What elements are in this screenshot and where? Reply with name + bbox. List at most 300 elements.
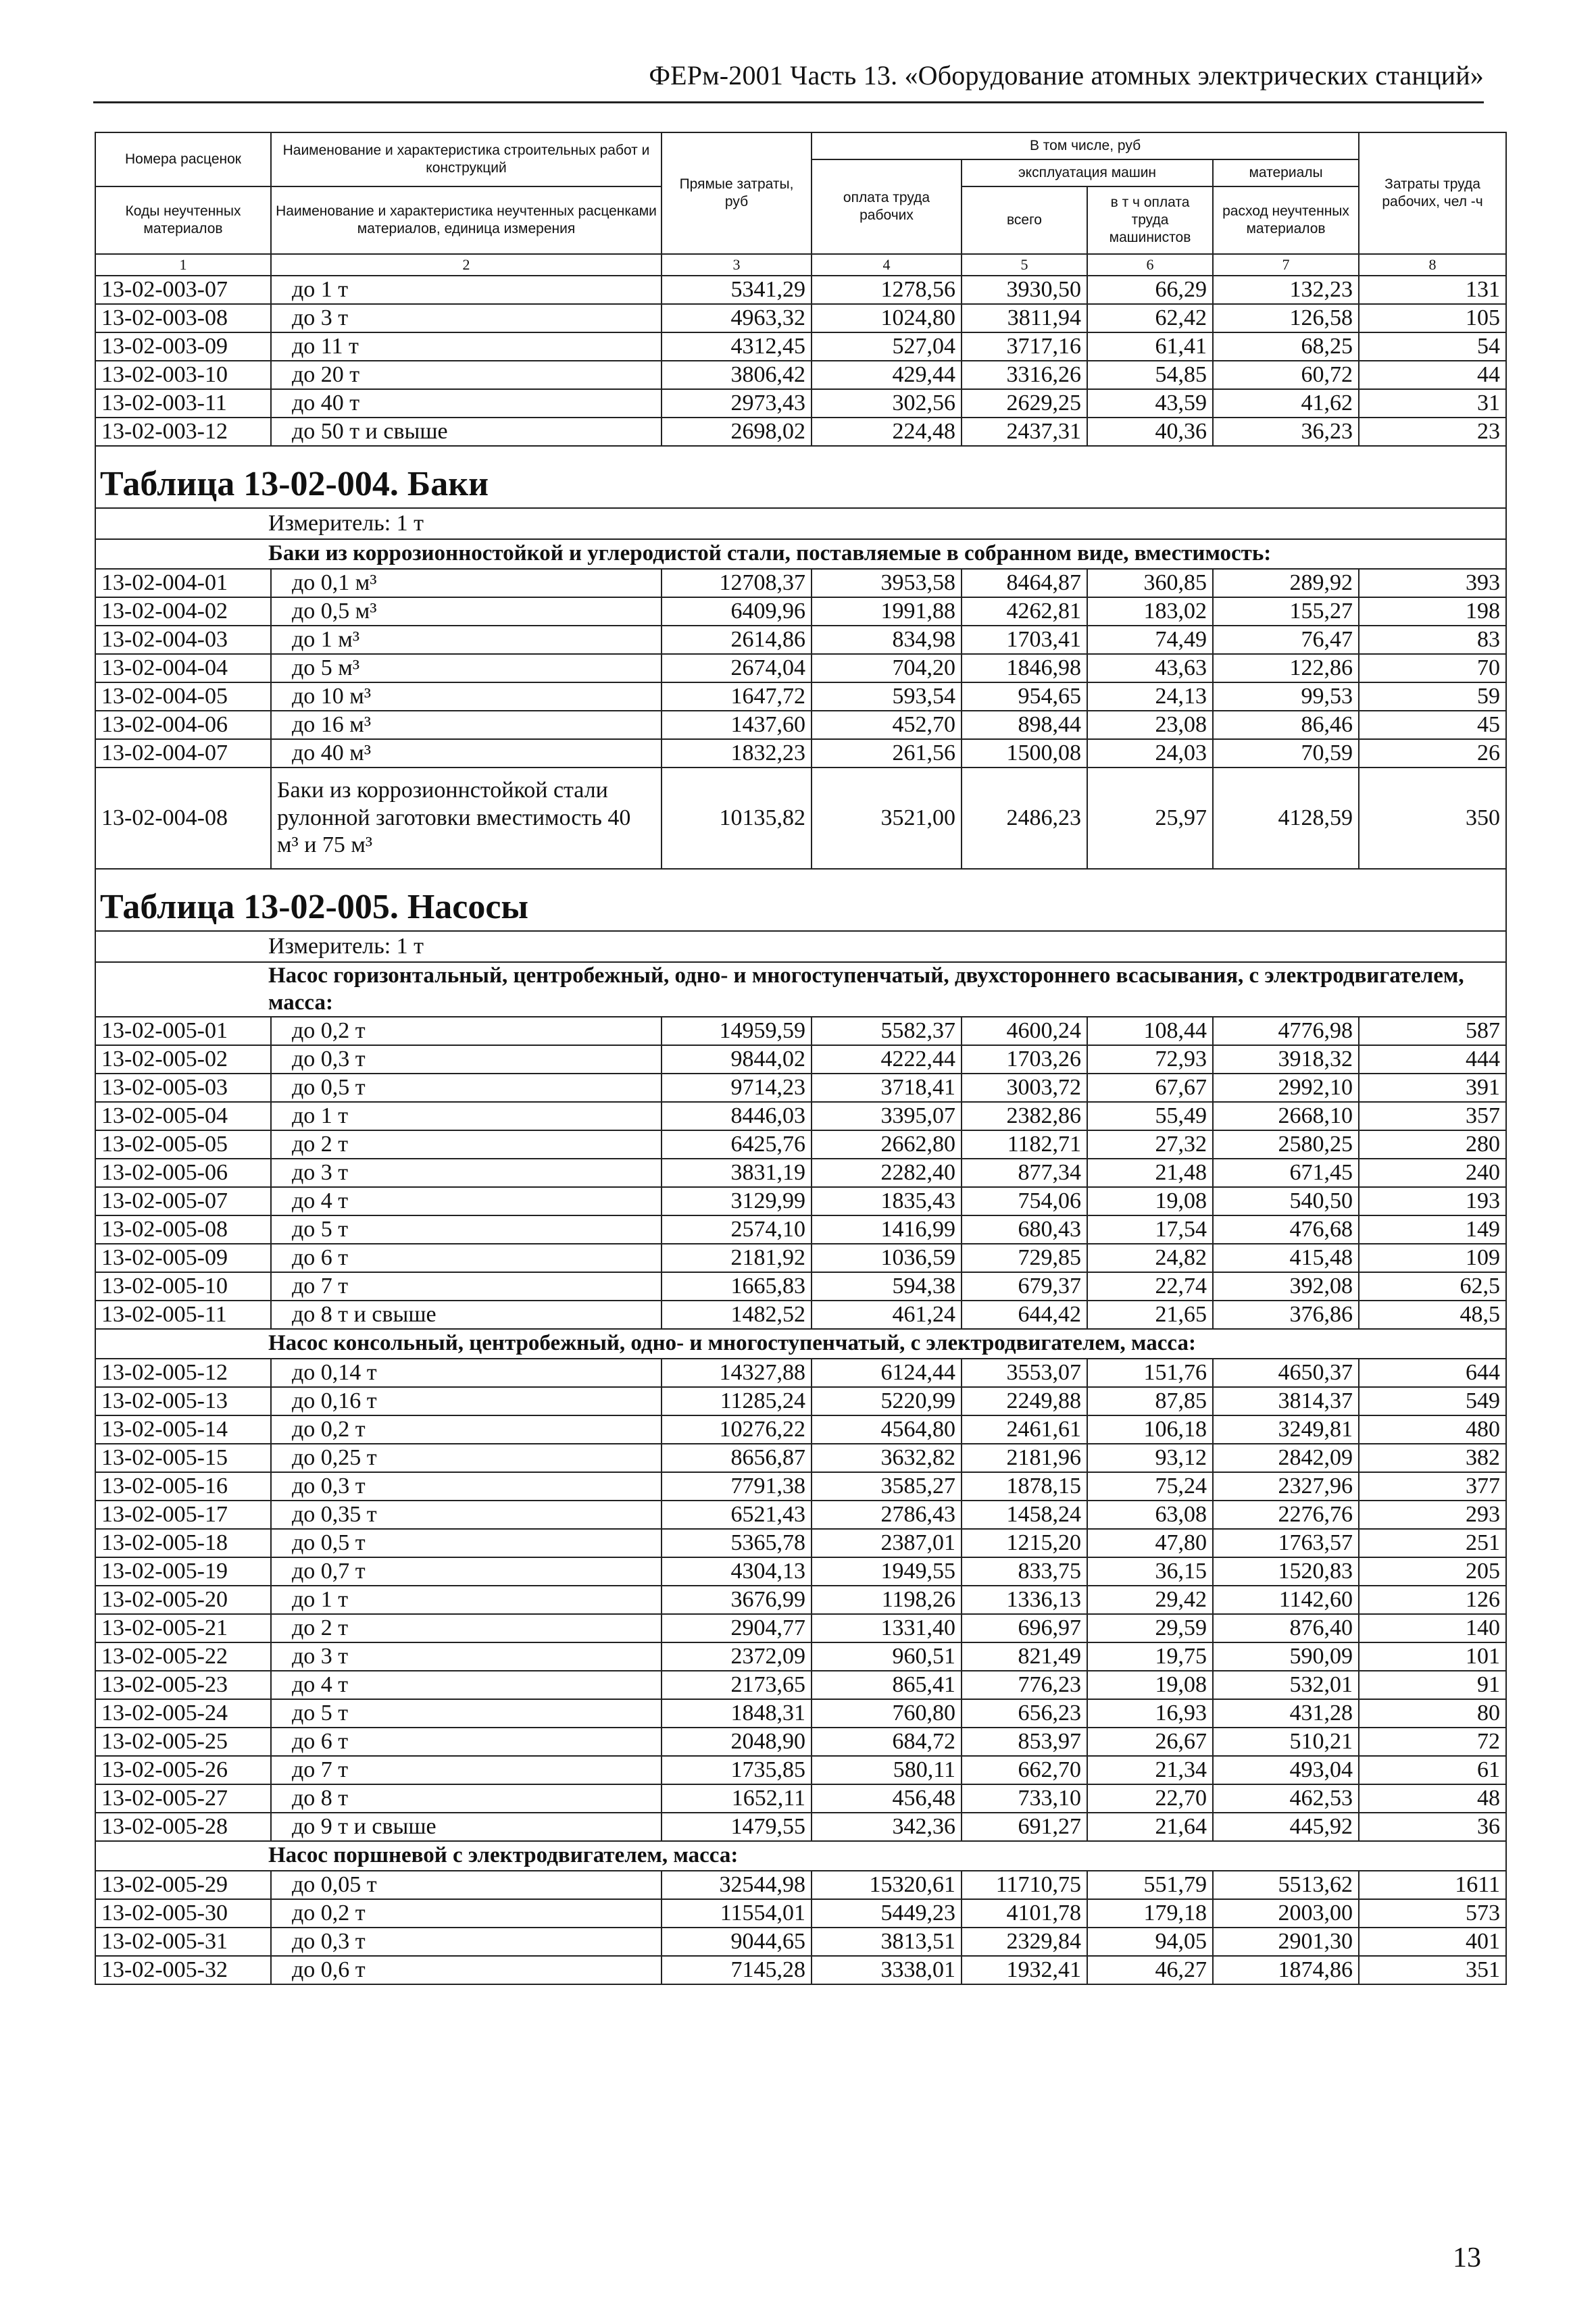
value-cell: 3930,50: [962, 276, 1087, 304]
table-row: [95, 1472, 1506, 1501]
rate-code-cell: 13-02-003-09: [95, 332, 271, 361]
rate-code-cell: 13-02-005-26: [95, 1756, 271, 1784]
table-row: [95, 418, 1506, 446]
value-cell: 2181,96: [962, 1444, 1087, 1472]
value-cell: 532,01: [1213, 1671, 1359, 1699]
rate-code-cell: 13-02-005-06: [95, 1159, 271, 1187]
name-cell: до 0,2 т: [271, 1899, 662, 1928]
table-row: [95, 361, 1506, 389]
page-number: 13: [1453, 2242, 1481, 2273]
value-cell: 289,92: [1213, 569, 1359, 597]
value-cell: 476,68: [1213, 1215, 1359, 1244]
value-cell: 776,23: [962, 1671, 1087, 1699]
col-header-name: Наименование и характеристика строительных работ и конструкций: [271, 132, 662, 186]
value-cell: 876,40: [1213, 1614, 1359, 1642]
value-cell: 4650,37: [1213, 1359, 1359, 1387]
value-cell: 16,93: [1087, 1699, 1213, 1728]
value-cell: 357: [1359, 1102, 1506, 1130]
value-cell: 1437,60: [662, 711, 812, 739]
value-cell: 1647,72: [662, 682, 812, 711]
value-cell: 151,76: [1087, 1359, 1213, 1387]
group-heading-row: [95, 1329, 1506, 1359]
value-cell: 691,27: [962, 1813, 1087, 1841]
value-cell: 3953,58: [812, 569, 962, 597]
table-row: [95, 1444, 1506, 1472]
value-cell: 155,27: [1213, 597, 1359, 626]
name-cell: до 5 м³: [271, 654, 662, 682]
table-row: [95, 626, 1506, 654]
value-cell: 11285,24: [662, 1387, 812, 1415]
value-cell: 54,85: [1087, 361, 1213, 389]
value-cell: 1458,24: [962, 1501, 1087, 1529]
column-number: 2: [271, 254, 662, 276]
table-row: [95, 768, 1506, 869]
value-cell: 3003,72: [962, 1074, 1087, 1102]
value-cell: 61,41: [1087, 332, 1213, 361]
measure-unit: Измеритель: 1 т: [95, 508, 1506, 539]
name-cell: до 0,14 т: [271, 1359, 662, 1387]
name-cell: до 3 т: [271, 1159, 662, 1187]
col-header-numbers: Номера расценок: [95, 132, 271, 186]
table-row: [95, 1642, 1506, 1671]
value-cell: 36: [1359, 1813, 1506, 1841]
value-cell: 9844,02: [662, 1045, 812, 1074]
value-cell: 7791,38: [662, 1472, 812, 1501]
name-cell: до 0,2 т: [271, 1415, 662, 1444]
value-cell: 19,75: [1087, 1642, 1213, 1671]
name-cell: до 0,5 т: [271, 1074, 662, 1102]
value-cell: 2580,25: [1213, 1130, 1359, 1159]
name-cell: до 10 м³: [271, 682, 662, 711]
value-cell: 540,50: [1213, 1187, 1359, 1215]
column-number: 6: [1087, 254, 1213, 276]
value-cell: 26: [1359, 739, 1506, 768]
table-row: [95, 1728, 1506, 1756]
value-cell: 821,49: [962, 1642, 1087, 1671]
value-cell: 593,54: [812, 682, 962, 711]
table-row: [95, 389, 1506, 418]
value-cell: 429,44: [812, 361, 962, 389]
value-cell: 126,58: [1213, 304, 1359, 332]
value-cell: 3676,99: [662, 1586, 812, 1614]
rate-code-cell: 13-02-005-19: [95, 1557, 271, 1586]
value-cell: 140: [1359, 1614, 1506, 1642]
value-cell: 671,45: [1213, 1159, 1359, 1187]
value-cell: 580,11: [812, 1756, 962, 1784]
value-cell: 590,09: [1213, 1642, 1359, 1671]
value-cell: 954,65: [962, 682, 1087, 711]
value-cell: 48,5: [1359, 1301, 1506, 1329]
value-cell: 2276,76: [1213, 1501, 1359, 1529]
value-cell: 4564,80: [812, 1415, 962, 1444]
value-cell: 2901,30: [1213, 1928, 1359, 1956]
value-cell: 2668,10: [1213, 1102, 1359, 1130]
value-cell: 1479,55: [662, 1813, 812, 1841]
value-cell: 22,70: [1087, 1784, 1213, 1813]
value-cell: 2574,10: [662, 1215, 812, 1244]
rate-code-cell: 13-02-005-21: [95, 1614, 271, 1642]
value-cell: 1665,83: [662, 1272, 812, 1301]
col-header-total: всего: [962, 186, 1087, 254]
column-number: 1: [95, 254, 271, 276]
value-cell: 21,34: [1087, 1756, 1213, 1784]
value-cell: 67,67: [1087, 1074, 1213, 1102]
name-cell: до 4 т: [271, 1671, 662, 1699]
value-cell: 72: [1359, 1728, 1506, 1756]
value-cell: 74,49: [1087, 626, 1213, 654]
value-cell: 684,72: [812, 1728, 962, 1756]
value-cell: 833,75: [962, 1557, 1087, 1586]
col-header-codes: Коды неучтенных материалов: [95, 186, 271, 254]
value-cell: 29,42: [1087, 1586, 1213, 1614]
value-cell: 55,49: [1087, 1102, 1213, 1130]
value-cell: 80: [1359, 1699, 1506, 1728]
value-cell: 1182,71: [962, 1130, 1087, 1159]
value-cell: 21,65: [1087, 1301, 1213, 1329]
name-cell: до 0,3 т: [271, 1045, 662, 1074]
value-cell: 2842,09: [1213, 1444, 1359, 1472]
table-row: [95, 569, 1506, 597]
value-cell: 105: [1359, 304, 1506, 332]
value-cell: 2003,00: [1213, 1899, 1359, 1928]
value-cell: 1142,60: [1213, 1586, 1359, 1614]
value-cell: 76,47: [1213, 626, 1359, 654]
value-cell: 351: [1359, 1956, 1506, 1984]
rate-code-cell: 13-02-005-05: [95, 1130, 271, 1159]
value-cell: 40,36: [1087, 418, 1213, 446]
rate-code-cell: 13-02-005-22: [95, 1642, 271, 1671]
value-cell: 32544,98: [662, 1871, 812, 1899]
value-cell: 11554,01: [662, 1899, 812, 1928]
rate-code-cell: 13-02-005-28: [95, 1813, 271, 1841]
value-cell: 66,29: [1087, 276, 1213, 304]
spacer: [95, 446, 1506, 460]
value-cell: 261,56: [812, 739, 962, 768]
value-cell: 5513,62: [1213, 1871, 1359, 1899]
value-cell: 2674,04: [662, 654, 812, 682]
table-row: [95, 1272, 1506, 1301]
table-row: [95, 1045, 1506, 1074]
rate-code-cell: 13-02-005-32: [95, 1956, 271, 1984]
value-cell: 26,67: [1087, 1728, 1213, 1756]
rate-code-cell: 13-02-005-23: [95, 1671, 271, 1699]
value-cell: 644: [1359, 1359, 1506, 1387]
value-cell: 445,92: [1213, 1813, 1359, 1841]
value-cell: 94,05: [1087, 1928, 1213, 1956]
value-cell: 662,70: [962, 1756, 1087, 1784]
value-cell: 24,03: [1087, 739, 1213, 768]
value-cell: 3918,32: [1213, 1045, 1359, 1074]
value-cell: 8446,03: [662, 1102, 812, 1130]
value-cell: 22,74: [1087, 1272, 1213, 1301]
name-cell: до 0,16 т: [271, 1387, 662, 1415]
table-row: [95, 1529, 1506, 1557]
value-cell: 1735,85: [662, 1756, 812, 1784]
value-cell: 6425,76: [662, 1130, 812, 1159]
value-cell: 382: [1359, 1444, 1506, 1472]
rate-code-cell: 13-02-004-04: [95, 654, 271, 682]
value-cell: 62,5: [1359, 1272, 1506, 1301]
rate-code-cell: 13-02-005-17: [95, 1501, 271, 1529]
rate-code-cell: 13-02-004-08: [95, 768, 271, 869]
value-cell: 2992,10: [1213, 1074, 1359, 1102]
table-row: [95, 1244, 1506, 1272]
rate-code-cell: 13-02-005-29: [95, 1871, 271, 1899]
name-cell: до 8 т: [271, 1784, 662, 1813]
value-cell: 587: [1359, 1017, 1506, 1045]
value-cell: 1949,55: [812, 1557, 962, 1586]
value-cell: 5582,37: [812, 1017, 962, 1045]
value-cell: 48: [1359, 1784, 1506, 1813]
value-cell: 5341,29: [662, 276, 812, 304]
group-heading-row: [95, 962, 1506, 1017]
name-cell: до 0,5 т: [271, 1529, 662, 1557]
value-cell: 19,08: [1087, 1187, 1213, 1215]
column-numbers-row: [95, 254, 1506, 276]
value-cell: 480: [1359, 1415, 1506, 1444]
value-cell: 898,44: [962, 711, 1087, 739]
value-cell: 3521,00: [812, 768, 962, 869]
value-cell: 1846,98: [962, 654, 1087, 682]
value-cell: 656,23: [962, 1699, 1087, 1728]
value-cell: 3249,81: [1213, 1415, 1359, 1444]
table-row: [95, 654, 1506, 682]
value-cell: 24,82: [1087, 1244, 1213, 1272]
value-cell: 179,18: [1087, 1899, 1213, 1928]
value-cell: 2048,90: [662, 1728, 812, 1756]
value-cell: 224,48: [812, 418, 962, 446]
value-cell: 3718,41: [812, 1074, 962, 1102]
value-cell: 198: [1359, 597, 1506, 626]
column-number: 8: [1359, 254, 1506, 276]
value-cell: 342,36: [812, 1813, 962, 1841]
table-header: [95, 132, 1506, 254]
rate-code-cell: 13-02-004-05: [95, 682, 271, 711]
value-cell: 1416,99: [812, 1215, 962, 1244]
measure-unit: Измеритель: 1 т: [95, 931, 1506, 962]
value-cell: 6124,44: [812, 1359, 962, 1387]
value-cell: 149: [1359, 1215, 1506, 1244]
running-header: ФЕРм-2001 Часть 13. «Оборудование атомных электрических станций»: [649, 60, 1484, 91]
value-cell: 15320,61: [812, 1871, 962, 1899]
rate-code-cell: 13-02-004-06: [95, 711, 271, 739]
value-cell: 6409,96: [662, 597, 812, 626]
value-cell: 205: [1359, 1557, 1506, 1586]
value-cell: 3553,07: [962, 1359, 1087, 1387]
value-cell: 47,80: [1087, 1529, 1213, 1557]
value-cell: 10276,22: [662, 1415, 812, 1444]
name-cell: до 0,1 м³: [271, 569, 662, 597]
value-cell: 3129,99: [662, 1187, 812, 1215]
value-cell: 3717,16: [962, 332, 1087, 361]
value-cell: 1763,57: [1213, 1529, 1359, 1557]
value-cell: 527,04: [812, 332, 962, 361]
value-cell: 93,12: [1087, 1444, 1213, 1472]
value-cell: 109: [1359, 1244, 1506, 1272]
col-header-materials: материалы: [1213, 159, 1359, 186]
name-cell: до 7 т: [271, 1272, 662, 1301]
value-cell: 4312,45: [662, 332, 812, 361]
value-cell: 2461,61: [962, 1415, 1087, 1444]
table-row: [95, 1586, 1506, 1614]
value-cell: 68,25: [1213, 332, 1359, 361]
group-heading: Насос горизонтальный, центробежный, одно- и многоступенчатый, двухстороннего всасывания, с электродвигателем, масса:: [95, 962, 1506, 1017]
value-cell: 5220,99: [812, 1387, 962, 1415]
value-cell: 1835,43: [812, 1187, 962, 1215]
price-table: [95, 132, 1507, 1985]
name-cell: до 2 т: [271, 1130, 662, 1159]
rate-code-cell: 13-02-005-25: [95, 1728, 271, 1756]
value-cell: 2786,43: [812, 1501, 962, 1529]
value-cell: 865,41: [812, 1671, 962, 1699]
value-cell: 3814,37: [1213, 1387, 1359, 1415]
name-cell: до 1 т: [271, 276, 662, 304]
value-cell: 1652,11: [662, 1784, 812, 1813]
value-cell: 70: [1359, 654, 1506, 682]
value-cell: 1500,08: [962, 739, 1087, 768]
value-cell: 594,38: [812, 1272, 962, 1301]
group-heading: Насос поршневой с электродвигателем, масса:: [95, 1841, 1506, 1871]
table-row: [95, 1359, 1506, 1387]
value-cell: 377: [1359, 1472, 1506, 1501]
value-cell: 43,59: [1087, 389, 1213, 418]
value-cell: 1611: [1359, 1871, 1506, 1899]
name-cell: до 0,3 т: [271, 1472, 662, 1501]
name-cell: до 4 т: [271, 1187, 662, 1215]
value-cell: 696,97: [962, 1614, 1087, 1642]
value-cell: 29,59: [1087, 1614, 1213, 1642]
value-cell: 1991,88: [812, 597, 962, 626]
value-cell: 704,20: [812, 654, 962, 682]
name-cell: до 0,05 т: [271, 1871, 662, 1899]
value-cell: 3316,26: [962, 361, 1087, 389]
value-cell: 415,48: [1213, 1244, 1359, 1272]
value-cell: 62,42: [1087, 304, 1213, 332]
value-cell: 2372,09: [662, 1642, 812, 1671]
name-cell: Баки из коррозионнстойкой стали рулонной заготовки вместимость 40 м³ и 75 м³: [271, 768, 662, 869]
value-cell: 2973,43: [662, 389, 812, 418]
table-row: [95, 1899, 1506, 1928]
value-cell: 2282,40: [812, 1159, 962, 1187]
name-cell: до 50 т и свыше: [271, 418, 662, 446]
table-row: [95, 1501, 1506, 1529]
table-row: [95, 711, 1506, 739]
value-cell: 5449,23: [812, 1899, 962, 1928]
table-row: [95, 332, 1506, 361]
measure-unit-row: [95, 931, 1506, 962]
value-cell: 31: [1359, 389, 1506, 418]
value-cell: 240: [1359, 1159, 1506, 1187]
value-cell: 59: [1359, 682, 1506, 711]
price-table-frame: [95, 132, 1505, 1985]
value-cell: 549: [1359, 1387, 1506, 1415]
value-cell: 644,42: [962, 1301, 1087, 1329]
value-cell: 2181,92: [662, 1244, 812, 1272]
value-cell: 2437,31: [962, 418, 1087, 446]
value-cell: 3806,42: [662, 361, 812, 389]
value-cell: 72,93: [1087, 1045, 1213, 1074]
value-cell: 493,04: [1213, 1756, 1359, 1784]
value-cell: 36,15: [1087, 1557, 1213, 1586]
value-cell: 108,44: [1087, 1017, 1213, 1045]
value-cell: 3831,19: [662, 1159, 812, 1187]
value-cell: 17,54: [1087, 1215, 1213, 1244]
value-cell: 75,24: [1087, 1472, 1213, 1501]
value-cell: 2486,23: [962, 768, 1087, 869]
table-row: [95, 1956, 1506, 1984]
value-cell: 391: [1359, 1074, 1506, 1102]
value-cell: 60,72: [1213, 361, 1359, 389]
rate-code-cell: 13-02-005-08: [95, 1215, 271, 1244]
col-header-incl: В том числе, руб: [812, 132, 1359, 159]
name-cell: до 1 т: [271, 1102, 662, 1130]
rate-code-cell: 13-02-005-30: [95, 1899, 271, 1928]
value-cell: 754,06: [962, 1187, 1087, 1215]
value-cell: 360,85: [1087, 569, 1213, 597]
value-cell: 3632,82: [812, 1444, 962, 1472]
value-cell: 1482,52: [662, 1301, 812, 1329]
value-cell: 2904,77: [662, 1614, 812, 1642]
table-row: [95, 1813, 1506, 1841]
name-cell: до 6 т: [271, 1244, 662, 1272]
rate-code-cell: 13-02-005-16: [95, 1472, 271, 1501]
rate-code-cell: 13-02-005-07: [95, 1187, 271, 1215]
rate-code-cell: 13-02-005-12: [95, 1359, 271, 1387]
name-cell: до 0,2 т: [271, 1017, 662, 1045]
rate-code-cell: 13-02-005-13: [95, 1387, 271, 1415]
value-cell: 960,51: [812, 1642, 962, 1671]
table-row: [95, 1387, 1506, 1415]
value-cell: 733,10: [962, 1784, 1087, 1813]
col-header-labor: Затраты труда рабочих, чел -ч: [1359, 132, 1506, 254]
table-title-row: [95, 460, 1506, 508]
value-cell: 25,97: [1087, 768, 1213, 869]
value-cell: 8656,87: [662, 1444, 812, 1472]
value-cell: 91: [1359, 1671, 1506, 1699]
value-cell: 126: [1359, 1586, 1506, 1614]
name-cell: до 0,7 т: [271, 1557, 662, 1586]
name-cell: до 5 т: [271, 1699, 662, 1728]
value-cell: 132,23: [1213, 276, 1359, 304]
name-cell: до 0,5 м³: [271, 597, 662, 626]
value-cell: 452,70: [812, 711, 962, 739]
table-body: [95, 254, 1506, 1984]
value-cell: 3395,07: [812, 1102, 962, 1130]
value-cell: 1878,15: [962, 1472, 1087, 1501]
value-cell: 61: [1359, 1756, 1506, 1784]
rate-code-cell: 13-02-005-10: [95, 1272, 271, 1301]
table-row: [95, 1215, 1506, 1244]
value-cell: 293: [1359, 1501, 1506, 1529]
value-cell: 183,02: [1087, 597, 1213, 626]
rate-code-cell: 13-02-005-24: [95, 1699, 271, 1728]
column-number: 3: [662, 254, 812, 276]
value-cell: 2387,01: [812, 1529, 962, 1557]
value-cell: 45: [1359, 711, 1506, 739]
value-cell: 2249,88: [962, 1387, 1087, 1415]
rate-code-cell: 13-02-005-15: [95, 1444, 271, 1472]
value-cell: 3813,51: [812, 1928, 962, 1956]
value-cell: 461,24: [812, 1301, 962, 1329]
value-cell: 14327,88: [662, 1359, 812, 1387]
group-heading-row: [95, 1841, 1506, 1871]
value-cell: 393: [1359, 569, 1506, 597]
table-title: Таблица 13-02-004. Баки: [95, 460, 1506, 508]
value-cell: 54: [1359, 332, 1506, 361]
table-row: [95, 1301, 1506, 1329]
value-cell: 376,86: [1213, 1301, 1359, 1329]
name-cell: до 7 т: [271, 1756, 662, 1784]
